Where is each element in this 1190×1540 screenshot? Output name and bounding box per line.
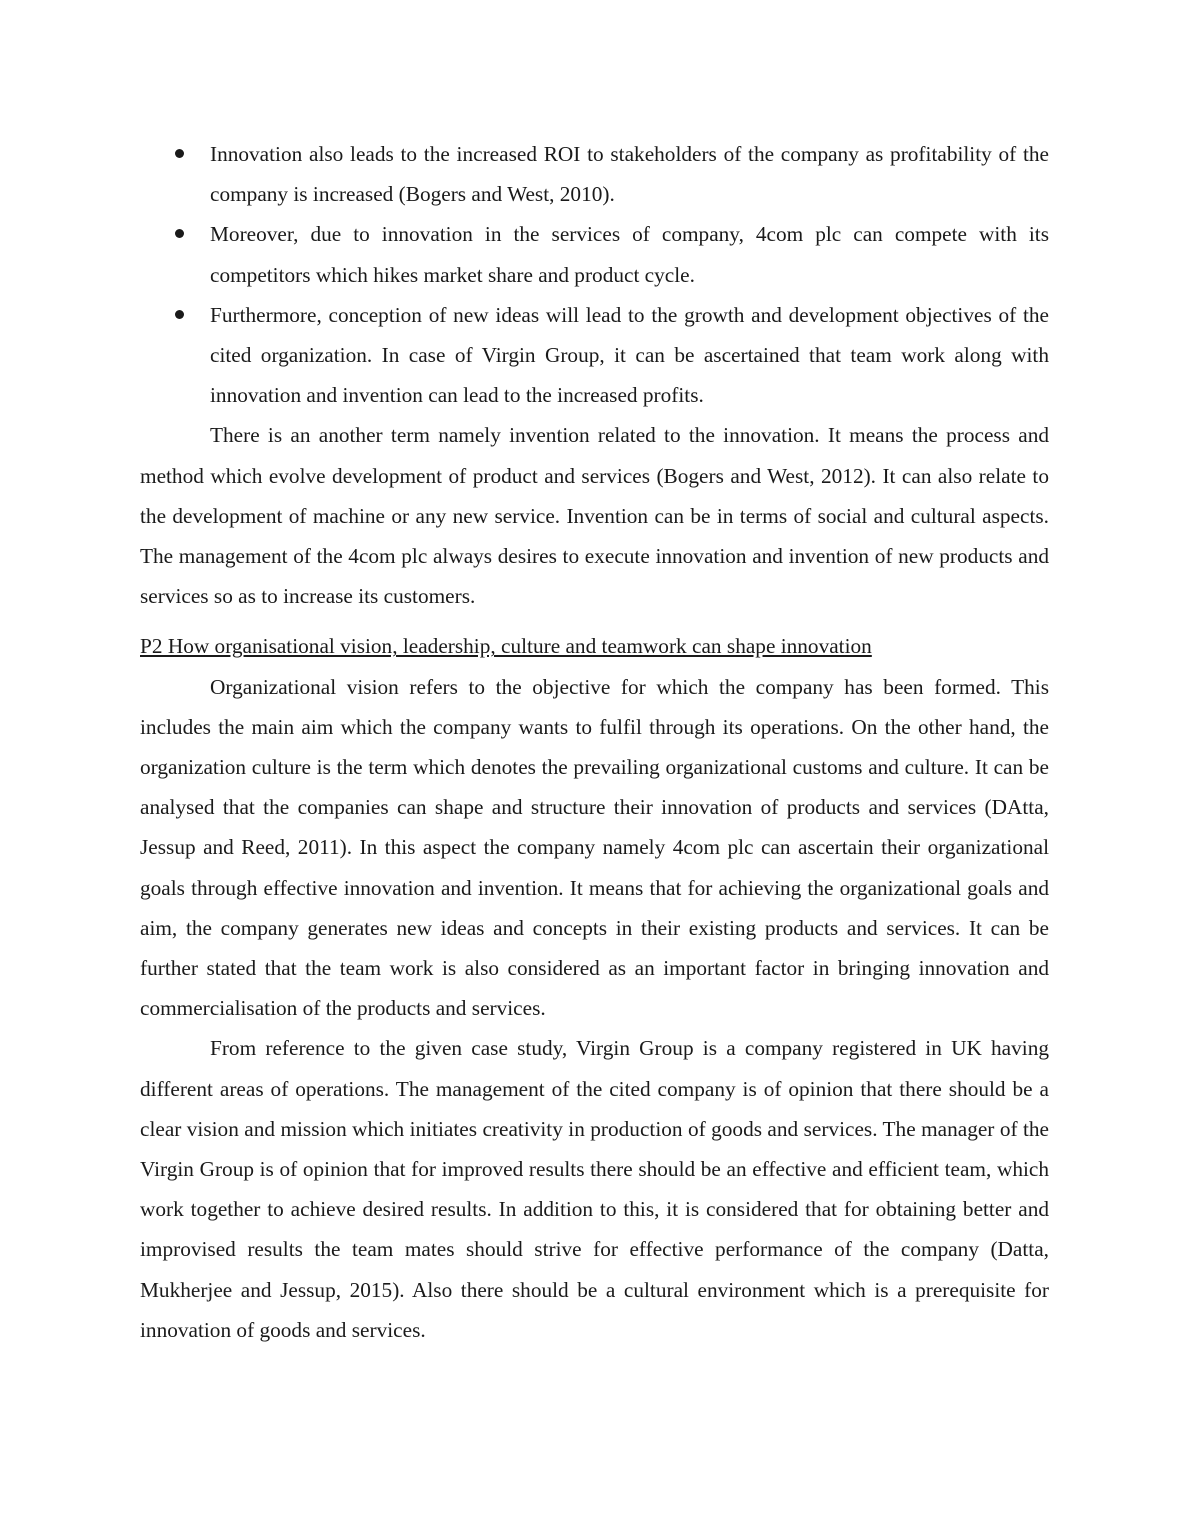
bullet-icon [175,149,184,158]
section-heading: P2 How organisational vision, leadership, culture and teamwork can shape innovation [140,634,872,659]
document-page [140,134,1049,1350]
bullet-list [140,134,1049,415]
bullet-text: Innovation also leads to the increased ROI to stakeholders of the company as profitability of the company is increased (Bogers and West, 2010). [210,142,1049,207]
paragraph-vision: Organizational vision refers to the objective for which the company has been formed. This includes the main aim which the company wants to fulfil through its operations. On the other hand, the organization culture is the term which denotes the prevailing organizational customs and culture. It can be analysed that the companies can shape and structure their innovation of products and services (DAtta, Jessup and Reed, 2011). In this aspect the company namely 4com plc can ascertain their organizational goals through effective innovation and invention. It means that for achieving the organizational goals and aim, the company generates new ideas and concepts in their existing products and services. It can be further stated that the team work is also considered as an important factor in bringing innovation and commercialisation of the products and services. [140,674,1049,1021]
paragraph-invention: There is an another term namely invention related to the innovation. It means the process and method which evolve development of product and services (Bogers and West, 2012). It can also relate to the development of machine or any new service. Invention can be in terms of social and cultural aspects. The management of the 4com plc always desires to execute innovation and invention of new products and services so as to increase its customers. [140,423,1049,609]
bullet-text: Furthermore, conception of new ideas will lead to the growth and development objectives of the cited organization. In case of Virgin Group, it can be ascertained that team work along with innovation and invention can lead to the increased profits. [210,302,1049,408]
list-item [140,134,1049,214]
bullet-icon [175,229,184,238]
paragraph-virgin: From reference to the given case study, Virgin Group is a company registered in UK having different areas of operations. The management of the cited company is of opinion that there should be a clear vision and mission which initiates creativity in production of goods and services. The manager of the Virgin Group is of opinion that for improved results there should be an effective and efficient team, which work together to achieve desired results. In addition to this, it is considered that for obtaining better and improvised results the team mates should strive for effective performance of the company (Datta, Mukherjee and Jessup, 2015). Also there should be a cultural environment which is a prerequisite for innovation of goods and services. [140,1036,1049,1342]
list-item [140,214,1049,294]
list-item [140,295,1049,416]
bullet-icon [175,310,184,319]
bullet-text: Moreover, due to innovation in the services of company, 4com plc can compete with its competitors which hikes market share and product cycle. [210,222,1049,287]
